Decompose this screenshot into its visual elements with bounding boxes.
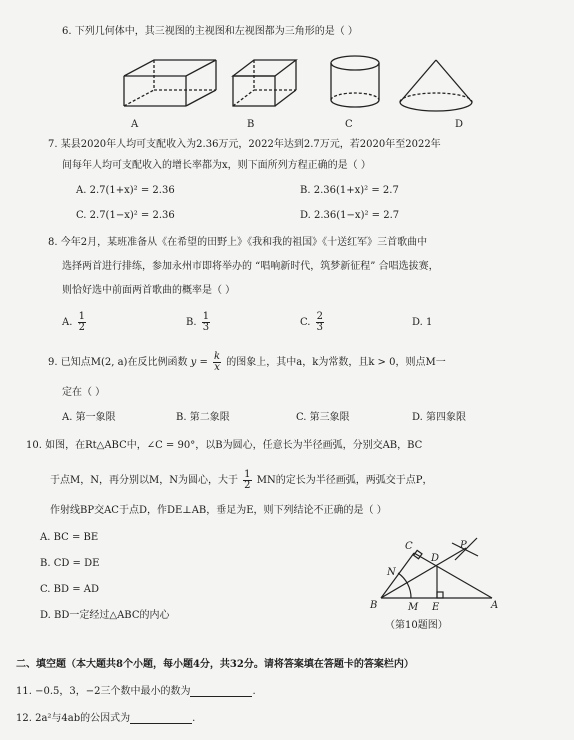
- segment-bc: [381, 553, 414, 598]
- point-label-c: C: [405, 541, 413, 552]
- figure-label-a: A: [131, 119, 139, 130]
- figure-label-d: D: [455, 119, 464, 130]
- point-label-b: B: [370, 600, 378, 611]
- q10-figure-caption: （第10题图）: [385, 620, 448, 631]
- q10-option-a: A. BC = BE: [40, 532, 99, 543]
- q8-option-b-denominator: 3: [202, 322, 210, 333]
- q10-option-b: B. CD = DE: [40, 558, 100, 569]
- q10-stem-line3: 作射线BP交AC于点D，作DE⊥AB，垂足为E，则下列结论不正确的是（ ）: [50, 505, 387, 516]
- q9-stem-part2: 的图象上，其中a，k为常数，且k > 0，则点M一: [226, 357, 446, 368]
- point-label-n: N: [387, 567, 396, 578]
- q8-option-b-letter: B.: [186, 317, 197, 328]
- q8-option-a-numerator: 1: [78, 311, 85, 322]
- q12-end: .: [192, 713, 196, 724]
- q8-option-a-letter: A.: [62, 317, 73, 328]
- q8-option-a-denominator: 2: [78, 322, 85, 333]
- right-angle-e: [437, 592, 443, 598]
- q12-answer-blank[interactable]: [130, 713, 192, 724]
- point-label-a: A: [491, 600, 499, 611]
- q6-stem: 6. 下列几何体中，其三视图的主视图和左视图都为三角形的是（ ）: [62, 26, 358, 37]
- q10-option-d: D. BD一定经过△ABC的内心: [40, 610, 170, 621]
- q11-text: 11. −0.5，3，−2三个数中最小的数为: [16, 686, 191, 697]
- point-label-e: E: [432, 602, 440, 613]
- q12-line: [16, 713, 195, 724]
- q9-option-b: B. 第二象限: [176, 412, 230, 423]
- q8-stem-line1: 8. 今年2月，某班准备从《在希望的田野上》《我和我的祖国》《十送红军》三首歌曲中: [48, 237, 428, 248]
- q9-stem-part1: 9. 已知点M(2, a)在反比例函数: [48, 357, 188, 368]
- q8-stem-line3: 则恰好选中前面两首歌曲的概率是（ ）: [62, 285, 236, 296]
- q10-stem-line1: 10. 如图，在Rt△ABC中，∠C = 90°，以B为圆心，任意长为半径画弧，分别交AB，BC: [26, 440, 423, 451]
- q9-stem-line2: 定在（ ）: [62, 387, 106, 398]
- q9-function-denominator: x: [214, 362, 220, 373]
- q9-option-c: C. 第三象限: [296, 412, 350, 423]
- q7-stem-line2: 间每年人均可支配收入的增长率都为x，则下面所列方程正确的是（ ）: [62, 160, 371, 171]
- q8-option-d: D. 1: [412, 317, 433, 328]
- q10-stem-part1: 于点M，N，再分别以M，N为圆心，大于: [50, 475, 238, 486]
- q8-option-c-numerator: 2: [316, 311, 324, 322]
- q9-function-lhs: y =: [190, 357, 208, 368]
- q12-text: 12. 2a²与4ab的公因式为: [16, 713, 131, 724]
- q8-stem-line2: 选择两首进行排练，参加永州市即将举办的 “唱响新时代，筑梦新征程” 合唱选拔赛，: [62, 261, 439, 272]
- q8-option-c-denominator: 3: [316, 322, 324, 333]
- figure-label-c: C: [345, 119, 353, 130]
- q9-option-d: D. 第四象限: [412, 412, 467, 423]
- arc-mn: [398, 573, 411, 598]
- point-label-m: M: [408, 602, 419, 613]
- q11-answer-blank[interactable]: [190, 686, 252, 697]
- q7-option-c: C. 2.7(1−x)² = 2.36: [76, 210, 175, 221]
- q10-half-numerator: 1: [244, 469, 251, 480]
- q7-option-a: A. 2.7(1+x)² = 2.36: [76, 185, 175, 196]
- q9-option-a: A. 第一象限: [62, 412, 116, 423]
- segment-ca: [414, 553, 492, 598]
- q11-line: [16, 686, 256, 697]
- point-label-p: P: [460, 540, 467, 551]
- q7-stem-line1: 7. 某县2020年人均可支配收入为2.36万元，2022年达到2.7万元，若2020年至2022年: [48, 139, 441, 150]
- q7-option-b: B. 2.36(1+x)² = 2.7: [300, 185, 399, 196]
- q7-option-d: D. 2.36(1−x)² = 2.7: [300, 210, 400, 221]
- point-label-d: D: [431, 553, 440, 564]
- q8-option-b-numerator: 1: [202, 311, 210, 322]
- figure-label-b: B: [247, 119, 255, 130]
- q11-end: .: [252, 686, 256, 697]
- section2-heading: 二、填空题（本大题共8个小题，每小题4分，共32分。请将答案填在答题卡的答案栏内）: [16, 659, 414, 670]
- q9-function-numerator: k: [214, 351, 221, 362]
- q10-option-c: C. BD = AD: [40, 584, 99, 595]
- q10-stem-part2: MN的定长为半径画弧，两弧交于点P，: [256, 475, 433, 486]
- q8-option-c-letter: C.: [300, 317, 311, 328]
- q10-half-denominator: 2: [244, 480, 251, 491]
